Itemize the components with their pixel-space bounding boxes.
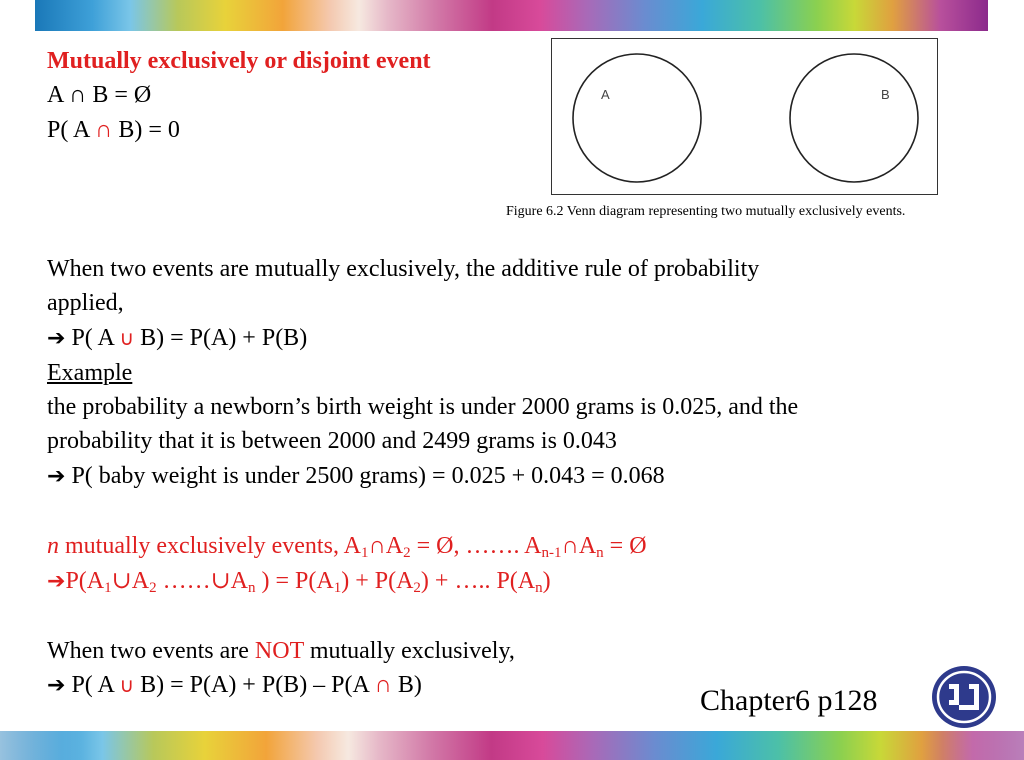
probability-zero: P( A ∩ B) = 0 bbox=[47, 117, 180, 143]
example-text-line-2: probability that it is between 2000 and 2499 grams is 0.043 bbox=[47, 428, 617, 454]
chapter-page-label: Chapter6 p128 bbox=[700, 684, 878, 717]
arrow-right-icon: ➔ bbox=[47, 673, 66, 698]
top-color-band bbox=[35, 0, 988, 31]
label-b: B bbox=[881, 87, 890, 102]
general-addition-rule: ➔ P( A ∪ B) = P(A) + P(B) – P(A ∩ B) bbox=[47, 672, 422, 698]
venn-diagram bbox=[551, 38, 938, 195]
label-a: A bbox=[601, 87, 610, 102]
additive-rule: ➔ P( A ∪ B) = P(A) + P(B) bbox=[47, 325, 308, 351]
circle-b bbox=[790, 54, 918, 182]
arrow-right-icon: ➔ bbox=[47, 569, 66, 594]
bottom-band-fade bbox=[0, 731, 1024, 760]
example-result: ➔ P( baby weight is under 2500 grams) = 0.025 + 0.043 = 0.068 bbox=[47, 463, 665, 489]
not-mutual-intro: When two events are NOT mutually exclusively, bbox=[47, 638, 515, 664]
additive-intro-line-1: When two events are mutually exclusively, the additive rule of probability bbox=[47, 256, 760, 282]
arrow-right-icon: ➔ bbox=[47, 464, 66, 489]
n-events-rule: $➔P(A_1\cup A_2$ $\dots\dots\cup A_n$ ) = $P(A_1) + P(A_2)$ + ….. $P(A_n)$ bbox=[47, 568, 551, 596]
n-events-statement: n mutually exclusively events, $A_1\cap A_2$ = Ø, ……. $A_{n-1}\cap A_n$ = Ø bbox=[47, 533, 647, 561]
additive-intro-line-2: applied, bbox=[47, 290, 124, 316]
figure-caption: Figure 6.2 Venn diagram representing two mutually exclusively events. bbox=[506, 204, 906, 219]
set-equation: A ∩ B = Ø bbox=[47, 82, 152, 108]
heading: Mutually exclusively or disjoint event bbox=[47, 48, 431, 74]
venn-svg bbox=[552, 39, 937, 194]
example-label: Example bbox=[47, 360, 133, 386]
circle-a bbox=[573, 54, 701, 182]
university-logo-icon bbox=[930, 664, 998, 730]
example-text-line-1: the probability a newborn’s birth weight is under 2000 grams is 0.025, and the bbox=[47, 394, 799, 420]
arrow-right-icon: ➔ bbox=[47, 326, 66, 351]
